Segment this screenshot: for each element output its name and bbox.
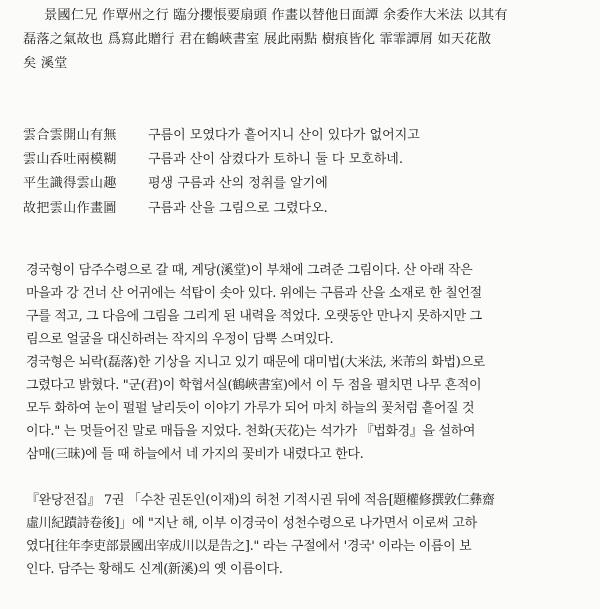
- inscription-line-3: 矣 溪堂: [23, 56, 68, 71]
- commentary-line: 경국형이 담주수령으로 갈 때, 계당(溪堂)이 부채에 그려준 그림이다. 산 아래 작은: [26, 263, 473, 278]
- commentary-line: 모두 화하여 눈이 펄펄 날리듯이 이야기 가루가 되어 마치 하늘의 꽃처럼 흩어질 것: [26, 401, 475, 416]
- commentary-line: 구를 적고, 그 다음에 그림을 그리게 된 내력을 적었다. 오랫동안 만나지 못하지만 그: [26, 309, 482, 324]
- commentary-line: 그렸다고 밝혔다. "군(君)이 학협서실(鶴峽書室)에서 이 두 점을 펼치면 나무 흔적이: [26, 378, 482, 393]
- commentary-line: 림으로 얼굴을 대신하려는 작지의 우정이 담뿍 스며있다.: [26, 332, 334, 347]
- commentary-line: 虛川紀蹟詩卷後]」에 "지난 해, 이부 이경국이 성천수령으로 나가면서 이로써 고하: [26, 516, 477, 531]
- commentary-line: 이다." 는 멋들어진 말로 매듭을 지었다. 천화(天花)는 석가가 『법화경』을 설하여: [26, 424, 476, 439]
- commentary-line: 『완당전집』 7권 「수찬 권돈인(이재)의 허천 기적시권 뒤에 적음[題權修撰敦仁彝齋: [26, 493, 495, 508]
- poem-chinese: 平生識得雲山趣: [23, 176, 117, 191]
- poem-korean: 구름이 모였다가 흩어지니 산이 있다가 없어지고: [148, 128, 420, 143]
- commentary-line: 마을과 강 건너 산 어귀에는 석탑이 솟아 있다. 위에는 구름과 산을 소재로 한 칠언절: [26, 286, 482, 301]
- poem-korean: 평생 구름과 산의 정취를 알기에: [148, 176, 328, 191]
- inscription-line-2: 磊落之氣故也 爲寫此贈行 君在鶴峽書室 展此兩點 樹痕皆化 霏霏譚屑 如天花散: [23, 32, 492, 47]
- poem-korean: 구름과 산을 그림으로 그렸다오.: [148, 201, 328, 216]
- commentary-line: 였다[往年李吏部景國出宰成川以是告之]." 라는 구절에서 '경국' 이라는 이름이 보: [26, 539, 472, 554]
- inscription-line-1: 景國仁兄 作覃州之行 臨分攖悵要扇頭 作畫以替他日面譚 余委作大米法 以其有: [44, 8, 508, 23]
- commentary-line: 인다. 담주는 황해도 신계(新溪)의 옛 이름이다.: [26, 562, 283, 577]
- poem-chinese: 雲合雲開山有無: [23, 128, 117, 143]
- commentary-line: 경국형은 뇌락(磊落)한 기상을 지니고 있기 때문에 대미법(大米法, 米芾의 화법)으로: [26, 355, 485, 370]
- poem-korean: 구름과 산이 삼켰다가 토하니 둘 다 모호하네.: [148, 152, 403, 167]
- poem-chinese: 故把雲山作畫圖: [23, 201, 117, 216]
- poem-chinese: 雲山呑吐兩模糊: [23, 152, 117, 167]
- commentary-line: 삼매(三昧)에 들 때 하늘에서 네 가지의 꽃비가 내렸다고 한다.: [26, 447, 364, 462]
